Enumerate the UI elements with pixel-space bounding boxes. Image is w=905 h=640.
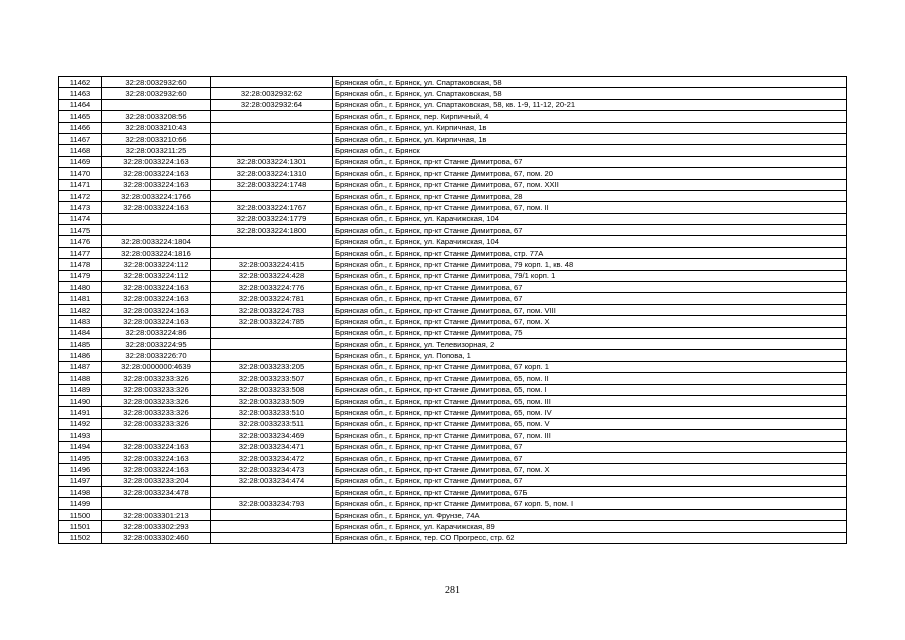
address-cell: Брянская обл., г. Брянск, пр-кт Станке Димитрова, 65, пом. V (333, 418, 847, 429)
row-number-cell: 11489 (59, 384, 102, 395)
parcel-number-cell: 32:28:0033224:163 (102, 168, 211, 179)
page-number: 281 (445, 585, 460, 596)
address-cell: Брянская обл., г. Брянск, пр-кт Станке Димитрова, 65, пом. II (333, 373, 847, 384)
row-number-cell: 11493 (59, 430, 102, 441)
address-cell: Брянская обл., г. Брянск, пер. Кирпичный, 4 (333, 111, 847, 122)
table-row (59, 88, 847, 99)
address-cell: Брянская обл., г. Брянск, ул. Телевизорная, 2 (333, 338, 847, 349)
row-number-cell: 11495 (59, 452, 102, 463)
row-number-cell: 11472 (59, 190, 102, 201)
table-row (59, 475, 847, 486)
object-number-cell: 32:28:0033233:508 (211, 384, 333, 395)
row-number-cell: 11490 (59, 395, 102, 406)
row-number-cell: 11477 (59, 247, 102, 258)
address-cell: Брянская обл., г. Брянск, пр-кт Станке Димитрова, 67, пом. X (333, 316, 847, 327)
parcel-number-cell: 32:28:0033224:163 (102, 464, 211, 475)
table-row (59, 407, 847, 418)
row-number-cell: 11488 (59, 373, 102, 384)
object-number-cell (211, 133, 333, 144)
object-number-cell (211, 327, 333, 338)
address-cell: Брянская обл., г. Брянск, пр-кт Станке Димитрова, 28 (333, 190, 847, 201)
table-row (59, 99, 847, 110)
address-cell: Брянская обл., г. Брянск, пр-кт Станке Димитрова, 67 (333, 475, 847, 486)
table-row (59, 293, 847, 304)
parcel-number-cell: 32:28:0033224:95 (102, 338, 211, 349)
object-number-cell: 32:28:0033224:783 (211, 304, 333, 315)
object-number-cell: 32:28:0033233:205 (211, 361, 333, 372)
row-number-cell: 11468 (59, 145, 102, 156)
parcel-number-cell: 32:28:0033224:163 (102, 202, 211, 213)
address-cell: Брянская обл., г. Брянск, ул. Кирпичная, 1в (333, 122, 847, 133)
row-number-cell: 11482 (59, 304, 102, 315)
table-row (59, 122, 847, 133)
table-row (59, 373, 847, 384)
table-row (59, 327, 847, 338)
address-cell: Брянская обл., г. Брянск, ул. Спартаковская, 58 (333, 88, 847, 99)
address-cell: Брянская обл., г. Брянск, ул. Попова, 1 (333, 350, 847, 361)
table-row (59, 77, 847, 88)
row-number-cell: 11475 (59, 225, 102, 236)
address-cell: Брянская обл., г. Брянск, пр-кт Станке Димитрова, 67, пом. X (333, 464, 847, 475)
table-row (59, 521, 847, 532)
row-number-cell: 11499 (59, 498, 102, 509)
address-cell: Брянская обл., г. Брянск, пр-кт Станке Димитрова, 65, пом. IV (333, 407, 847, 418)
row-number-cell: 11500 (59, 509, 102, 520)
table-row (59, 179, 847, 190)
table-row (59, 452, 847, 463)
table-row (59, 156, 847, 167)
parcel-number-cell: 32:28:0033210:66 (102, 133, 211, 144)
parcel-number-cell: 32:28:0033224:163 (102, 156, 211, 167)
table-row (59, 441, 847, 452)
object-number-cell: 32:28:0032932:64 (211, 99, 333, 110)
object-number-cell: 32:28:0033224:1779 (211, 213, 333, 224)
object-number-cell (211, 247, 333, 258)
object-number-cell: 32:28:0033224:428 (211, 270, 333, 281)
row-number-cell: 11485 (59, 338, 102, 349)
row-number-cell: 11498 (59, 487, 102, 498)
address-cell: Брянская обл., г. Брянск, пр-кт Станке Димитрова, 79 корп. 1, кв. 48 (333, 259, 847, 270)
address-cell: Брянская обл., г. Брянск, ул. Спартаковская, 58 (333, 77, 847, 88)
parcel-number-cell (102, 213, 211, 224)
parcel-number-cell: 32:28:0033233:326 (102, 407, 211, 418)
parcel-number-cell: 32:28:0033233:326 (102, 384, 211, 395)
row-number-cell: 11492 (59, 418, 102, 429)
parcel-number-cell: 32:28:0033302:293 (102, 521, 211, 532)
table-row (59, 259, 847, 270)
address-cell: Брянская обл., г. Брянск, ул. Карачижская, 89 (333, 521, 847, 532)
row-number-cell: 11497 (59, 475, 102, 486)
parcel-number-cell: 32:28:0033224:1816 (102, 247, 211, 258)
parcel-number-cell: 32:28:0033224:112 (102, 259, 211, 270)
parcel-number-cell: 32:28:0033224:112 (102, 270, 211, 281)
table-row (59, 190, 847, 201)
parcel-number-cell: 32:28:0033224:163 (102, 282, 211, 293)
object-number-cell: 32:28:0033224:781 (211, 293, 333, 304)
address-cell: Брянская обл., г. Брянск, пр-кт Станке Димитрова, 67, пом. II (333, 202, 847, 213)
object-number-cell (211, 236, 333, 247)
address-cell: Брянская обл., г. Брянск, пр-кт Станке Димитрова, 67 (333, 293, 847, 304)
address-cell: Брянская обл., г. Брянск, пр-кт Станке Димитрова, стр. 77А (333, 247, 847, 258)
row-number-cell: 11469 (59, 156, 102, 167)
object-number-cell (211, 111, 333, 122)
parcel-number-cell (102, 498, 211, 509)
address-cell: Брянская обл., г. Брянск, пр-кт Станке Димитрова, 67, пом. XXII (333, 179, 847, 190)
address-cell: Брянская обл., г. Брянск, пр-кт Станке Димитрова, 65, пом. I (333, 384, 847, 395)
table-row (59, 384, 847, 395)
address-cell: Брянская обл., г. Брянск, ул. Кирпичная, 1в (333, 133, 847, 144)
address-cell: Брянская обл., г. Брянск, пр-кт Станке Димитрова, 67 корп. 1 (333, 361, 847, 372)
object-number-cell: 32:28:0033224:1301 (211, 156, 333, 167)
address-cell: Брянская обл., г. Брянск, пр-кт Станке Димитрова, 67 корп. 5, пом. I (333, 498, 847, 509)
parcel-number-cell: 32:28:0033211:25 (102, 145, 211, 156)
object-number-cell: 32:28:0033234:474 (211, 475, 333, 486)
address-cell: Брянская обл., г. Брянск, пр-кт Станке Димитрова, 67 (333, 441, 847, 452)
object-number-cell: 32:28:0033234:472 (211, 452, 333, 463)
object-number-cell (211, 350, 333, 361)
object-number-cell: 32:28:0033233:507 (211, 373, 333, 384)
table-row (59, 509, 847, 520)
object-number-cell (211, 532, 333, 543)
table-row (59, 464, 847, 475)
row-number-cell: 11483 (59, 316, 102, 327)
object-number-cell: 32:28:0033233:511 (211, 418, 333, 429)
parcel-number-cell: 32:28:0033301:213 (102, 509, 211, 520)
row-number-cell: 11464 (59, 99, 102, 110)
row-number-cell: 11501 (59, 521, 102, 532)
object-number-cell: 32:28:0033224:1310 (211, 168, 333, 179)
parcel-number-cell: 32:28:0033210:43 (102, 122, 211, 133)
row-number-cell: 11463 (59, 88, 102, 99)
table-row (59, 430, 847, 441)
parcel-number-cell: 32:28:0033224:1804 (102, 236, 211, 247)
object-number-cell (211, 509, 333, 520)
parcel-number-cell: 32:28:0032932:60 (102, 88, 211, 99)
parcel-number-cell: 32:28:0033208:56 (102, 111, 211, 122)
row-number-cell: 11496 (59, 464, 102, 475)
parcel-number-cell: 32:28:0033233:326 (102, 373, 211, 384)
table-row (59, 168, 847, 179)
table-row (59, 361, 847, 372)
address-cell: Брянская обл., г. Брянск, пр-кт Станке Димитрова, 65, пом. III (333, 395, 847, 406)
object-number-cell (211, 521, 333, 532)
parcel-number-cell: 32:28:0000000:4639 (102, 361, 211, 372)
address-cell: Брянская обл., г. Брянск, пр-кт Станке Димитрова, 75 (333, 327, 847, 338)
table-row (59, 418, 847, 429)
table-row (59, 395, 847, 406)
row-number-cell: 11502 (59, 532, 102, 543)
table-row (59, 145, 847, 156)
row-number-cell: 11466 (59, 122, 102, 133)
parcel-number-cell: 32:28:0033224:163 (102, 316, 211, 327)
table-row (59, 133, 847, 144)
parcel-number-cell: 32:28:0033226:70 (102, 350, 211, 361)
parcel-number-cell: 32:28:0033224:163 (102, 304, 211, 315)
object-number-cell: 32:28:0033233:510 (211, 407, 333, 418)
table-row (59, 282, 847, 293)
address-cell: Брянская обл., г. Брянск, пр-кт Станке Димитрова, 67, пом. III (333, 430, 847, 441)
row-number-cell: 11476 (59, 236, 102, 247)
row-number-cell: 11494 (59, 441, 102, 452)
row-number-cell: 11473 (59, 202, 102, 213)
address-cell: Брянская обл., г. Брянск, пр-кт Станке Димитрова, 79/1 корп. 1 (333, 270, 847, 281)
object-number-cell: 32:28:0033224:1748 (211, 179, 333, 190)
parcel-number-cell: 32:28:0033233:326 (102, 418, 211, 429)
object-number-cell (211, 77, 333, 88)
object-number-cell: 32:28:0033234:469 (211, 430, 333, 441)
row-number-cell: 11462 (59, 77, 102, 88)
address-cell: Брянская обл., г. Брянск, пр-кт Станке Димитрова, 67 (333, 156, 847, 167)
object-number-cell: 32:28:0033234:471 (211, 441, 333, 452)
object-number-cell: 32:28:0033234:473 (211, 464, 333, 475)
object-number-cell: 32:28:0033224:415 (211, 259, 333, 270)
object-number-cell: 32:28:0032932:62 (211, 88, 333, 99)
address-cell: Брянская обл., г. Брянск, пр-кт Станке Димитрова, 67, пом. 20 (333, 168, 847, 179)
table-row (59, 225, 847, 236)
parcel-number-cell (102, 225, 211, 236)
row-number-cell: 11486 (59, 350, 102, 361)
parcel-number-cell: 32:28:0033234:478 (102, 487, 211, 498)
table-row (59, 498, 847, 509)
row-number-cell: 11467 (59, 133, 102, 144)
parcel-number-cell (102, 430, 211, 441)
table-row (59, 350, 847, 361)
parcel-number-cell: 32:28:0032932:60 (102, 77, 211, 88)
parcel-number-cell: 32:28:0033233:326 (102, 395, 211, 406)
address-cell: Брянская обл., г. Брянск, ул. Карачижская, 104 (333, 236, 847, 247)
table-row (59, 304, 847, 315)
row-number-cell: 11484 (59, 327, 102, 338)
address-cell: Брянская обл., г. Брянск, пр-кт Станке Димитрова, 67 (333, 452, 847, 463)
table-row (59, 202, 847, 213)
object-number-cell: 32:28:0033234:793 (211, 498, 333, 509)
object-number-cell (211, 338, 333, 349)
table-row (59, 270, 847, 281)
parcel-number-cell: 32:28:0033224:163 (102, 441, 211, 452)
object-number-cell (211, 190, 333, 201)
object-number-cell: 32:28:0033233:509 (211, 395, 333, 406)
table-body (59, 77, 847, 544)
table-row (59, 487, 847, 498)
object-number-cell (211, 122, 333, 133)
object-number-cell: 32:28:0033224:776 (211, 282, 333, 293)
row-number-cell: 11465 (59, 111, 102, 122)
row-number-cell: 11471 (59, 179, 102, 190)
address-cell: Брянская обл., г. Брянск, пр-кт Станке Димитрова, 67 (333, 282, 847, 293)
row-number-cell: 11491 (59, 407, 102, 418)
table-row (59, 111, 847, 122)
object-number-cell: 32:28:0033224:1800 (211, 225, 333, 236)
object-number-cell (211, 145, 333, 156)
parcel-number-cell: 32:28:0033233:204 (102, 475, 211, 486)
row-number-cell: 11470 (59, 168, 102, 179)
parcel-number-cell: 32:28:0033302:460 (102, 532, 211, 543)
row-number-cell: 11487 (59, 361, 102, 372)
parcel-number-cell: 32:28:0033224:163 (102, 452, 211, 463)
parcel-number-cell: 32:28:0033224:163 (102, 179, 211, 190)
parcel-number-cell: 32:28:0033224:86 (102, 327, 211, 338)
address-cell: Брянская обл., г. Брянск, ул. Спартаковская, 58, кв. 1-9, 11-12, 20-21 (333, 99, 847, 110)
table-row (59, 338, 847, 349)
address-cell: Брянская обл., г. Брянск, ул. Карачижская, 104 (333, 213, 847, 224)
object-number-cell: 32:28:0033224:785 (211, 316, 333, 327)
row-number-cell: 11481 (59, 293, 102, 304)
table-row (59, 213, 847, 224)
address-cell: Брянская обл., г. Брянск, пр-кт Станке Димитрова, 67 (333, 225, 847, 236)
address-cell: Брянская обл., г. Брянск (333, 145, 847, 156)
row-number-cell: 11480 (59, 282, 102, 293)
row-number-cell: 11478 (59, 259, 102, 270)
parcel-number-cell: 32:28:0033224:1766 (102, 190, 211, 201)
table-row (59, 247, 847, 258)
object-number-cell (211, 487, 333, 498)
parcel-number-cell (102, 99, 211, 110)
address-cell: Брянская обл., г. Брянск, тер. СО Прогресс, стр. 62 (333, 532, 847, 543)
object-number-cell: 32:28:0033224:1767 (211, 202, 333, 213)
table-row (59, 316, 847, 327)
table-row (59, 532, 847, 543)
table-row (59, 236, 847, 247)
cadastral-table (58, 76, 847, 544)
address-cell: Брянская обл., г. Брянск, пр-кт Станке Димитрова, 67, пом. VIII (333, 304, 847, 315)
address-cell: Брянская обл., г. Брянск, пр-кт Станке Димитрова, 67Б (333, 487, 847, 498)
address-cell: Брянская обл., г. Брянск, ул. Фрунзе, 74А (333, 509, 847, 520)
row-number-cell: 11474 (59, 213, 102, 224)
row-number-cell: 11479 (59, 270, 102, 281)
parcel-number-cell: 32:28:0033224:163 (102, 293, 211, 304)
